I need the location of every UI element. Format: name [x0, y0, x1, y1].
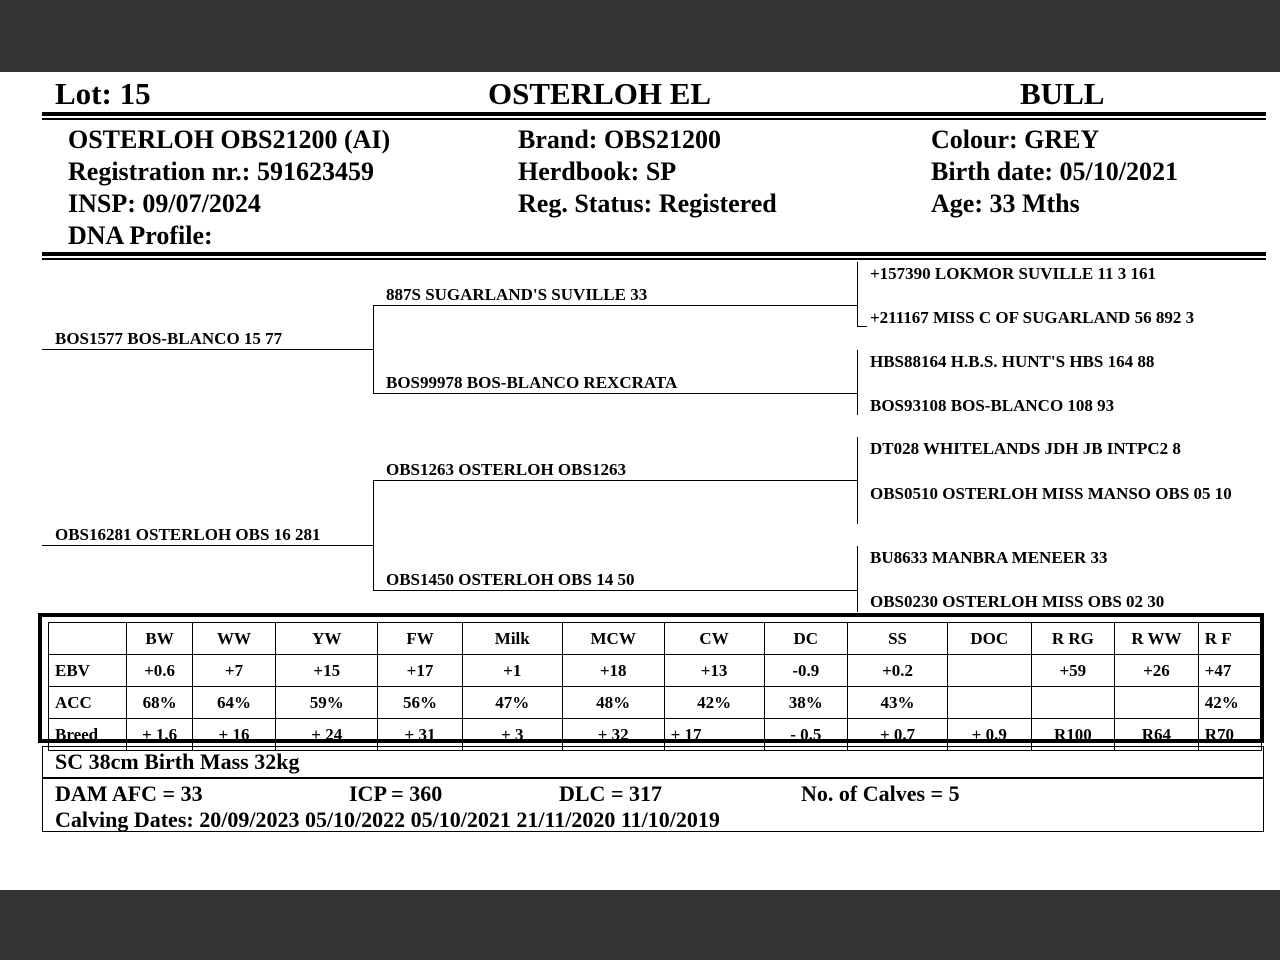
table-cell: + 31 [378, 719, 463, 751]
table-cell: +7 [192, 655, 276, 687]
pedigree-gen3-3: HBS88164 H.B.S. HUNT'S HBS 164 88 [870, 352, 1155, 371]
table-cell: R70 [1198, 719, 1261, 751]
table-cell: -0.9 [764, 655, 848, 687]
dam-afc: DAM AFC = 33 [55, 781, 203, 806]
table-cell: +17 [378, 655, 463, 687]
bottom-letterbox-bar [0, 890, 1280, 960]
dam-line [42, 545, 373, 546]
table-cell: +59 [1031, 655, 1115, 687]
table-header: YW [276, 623, 378, 655]
lot-catalogue-page [0, 72, 1280, 890]
colour: Colour: GREY [931, 125, 1100, 154]
inspection-date: INSP: 09/07/2024 [68, 189, 261, 218]
table-header: R RG [1031, 623, 1115, 655]
acc-row [49, 687, 1262, 719]
table-cell: EBV [49, 655, 127, 687]
table-cell: +0.6 [127, 655, 192, 687]
table-cell: ACC [49, 687, 127, 719]
table-cell: +1 [462, 655, 562, 687]
table-cell: 56% [378, 687, 463, 719]
lot-number: Lot: 15 [55, 76, 151, 111]
pedigree-dam-sire: OBS1263 OSTERLOH OBS1263 [386, 460, 626, 479]
table-cell: +15 [276, 655, 378, 687]
calving-dates: Calving Dates: 20/09/2023 05/10/2022 05/10/2021 21/11/2020 11/10/2019 [55, 807, 720, 832]
table-cell: +0.2 [848, 655, 948, 687]
ebv-table [48, 622, 1262, 751]
pedigree-gen3-7: BU8633 MANBRA MENEER 33 [870, 548, 1108, 567]
gen3-bracket-1 [857, 262, 858, 327]
table-header: SS [848, 623, 948, 655]
registration-number: Registration nr.: 591623459 [68, 157, 374, 186]
pedigree-gen3-5: DT028 WHITELANDS JDH JB INTPC2 8 [870, 439, 1181, 458]
table-header: DOC [947, 623, 1031, 655]
gen2-line-4 [373, 590, 857, 591]
header-rule [42, 112, 1266, 116]
gen3-tick-1 [857, 326, 867, 327]
table-cell: 43% [848, 687, 948, 719]
pedigree-gen3-4: BOS93108 BOS-BLANCO 108 93 [870, 396, 1115, 415]
table-header: R WW [1115, 623, 1199, 655]
table-cell: + 0.9 [947, 719, 1031, 751]
info-column-2 [518, 124, 777, 220]
table-header: Milk [462, 623, 562, 655]
sc-birth-mass: SC 38cm Birth Mass 32kg [42, 746, 1264, 778]
pedigree-gen3-2: +211167 MISS C OF SUGARLAND 56 892 3 [870, 308, 1195, 327]
table-cell [1115, 687, 1199, 719]
birth-date: Birth date: 05/10/2021 [931, 157, 1178, 186]
table-cell: +47 [1198, 655, 1261, 687]
table-cell: + 1.6 [127, 719, 192, 751]
table-cell: +18 [562, 655, 664, 687]
pedigree-dam-dam: OBS1450 OSTERLOH OBS 14 50 [386, 570, 635, 589]
pedigree-gen3-8: OBS0230 OSTERLOH MISS OBS 02 30 [870, 592, 1165, 611]
gen2-line-1 [373, 305, 857, 306]
table-header: DC [764, 623, 848, 655]
table-cell: +13 [664, 655, 764, 687]
gen3-bracket-3 [857, 437, 858, 524]
table-header: R F [1198, 623, 1261, 655]
table-header: MCW [562, 623, 664, 655]
pedigree-gen3-6: OBS0510 OSTERLOH MISS MANSO OBS 05 10 [870, 484, 1232, 503]
table-cell: 38% [764, 687, 848, 719]
ebv-row [49, 655, 1262, 687]
herdbook: Herdbook: SP [518, 157, 677, 186]
table-cell: R64 [1115, 719, 1199, 751]
table-cell [947, 687, 1031, 719]
gen2-bracket-2 [373, 480, 374, 590]
table-cell: + 24 [276, 719, 378, 751]
table-cell: + 17 [664, 719, 764, 751]
table-cell: - 0.5 [764, 719, 848, 751]
table-header: FW [378, 623, 463, 655]
table-cell [1031, 687, 1115, 719]
table-cell: + 0.7 [848, 719, 948, 751]
table-cell: 64% [192, 687, 276, 719]
pedigree-sire-dam: BOS99978 BOS-BLANCO REXCRATA [386, 373, 678, 392]
table-cell: +26 [1115, 655, 1199, 687]
table-header: CW [664, 623, 764, 655]
table-header: WW [192, 623, 276, 655]
no-of-calves: No. of Calves = 5 [801, 781, 960, 806]
dlc: DLC = 317 [559, 781, 662, 806]
age: Age: 33 Mths [931, 189, 1080, 218]
table-cell: 59% [276, 687, 378, 719]
animal-type: BULL [1020, 76, 1105, 111]
animal-name: OSTERLOH EL [488, 76, 712, 111]
info-column-1 [68, 124, 390, 252]
table-cell: + 32 [562, 719, 664, 751]
top-letterbox-bar [0, 0, 1280, 72]
pedigree-gen3-1: +157390 LOKMOR SUVILLE 11 3 161 [870, 264, 1156, 283]
table-cell: R100 [1031, 719, 1115, 751]
table-cell: 42% [1198, 687, 1261, 719]
icp: ICP = 360 [349, 781, 443, 806]
table-cell: + 16 [192, 719, 276, 751]
pedigree-sire: BOS1577 BOS-BLANCO 15 77 [55, 329, 283, 348]
gen3-bracket-4 [857, 546, 858, 612]
info-column-3 [931, 124, 1178, 220]
pedigree-sire-sire: 887S SUGARLAND'S SUVILLE 33 [386, 285, 648, 304]
pedigree-dam: OBS16281 OSTERLOH OBS 16 281 [55, 525, 321, 544]
sire-line [42, 349, 373, 350]
table-cell: Breed [49, 719, 127, 751]
info-rule [42, 252, 1266, 256]
animal-id: OSTERLOH OBS21200 (AI) [68, 125, 391, 154]
table-cell: 42% [664, 687, 764, 719]
table-cell: + 3 [462, 719, 562, 751]
reg-status: Reg. Status: Registered [518, 189, 777, 218]
gen2-line-3 [373, 480, 857, 481]
table-header [49, 623, 127, 655]
gen2-bracket-1 [373, 305, 374, 393]
table-cell [947, 655, 1031, 687]
ebv-header-row [49, 623, 1262, 655]
table-cell: 48% [562, 687, 664, 719]
header-rule-thin [42, 118, 1266, 120]
info-rule-thin [42, 258, 1266, 260]
gen3-bracket-2 [857, 350, 858, 415]
table-header: BW [127, 623, 192, 655]
table-cell: 47% [462, 687, 562, 719]
gen2-line-2 [373, 393, 857, 394]
brand: Brand: OBS21200 [518, 125, 721, 154]
table-cell: 68% [127, 687, 192, 719]
dna-profile: DNA Profile: [68, 221, 213, 250]
